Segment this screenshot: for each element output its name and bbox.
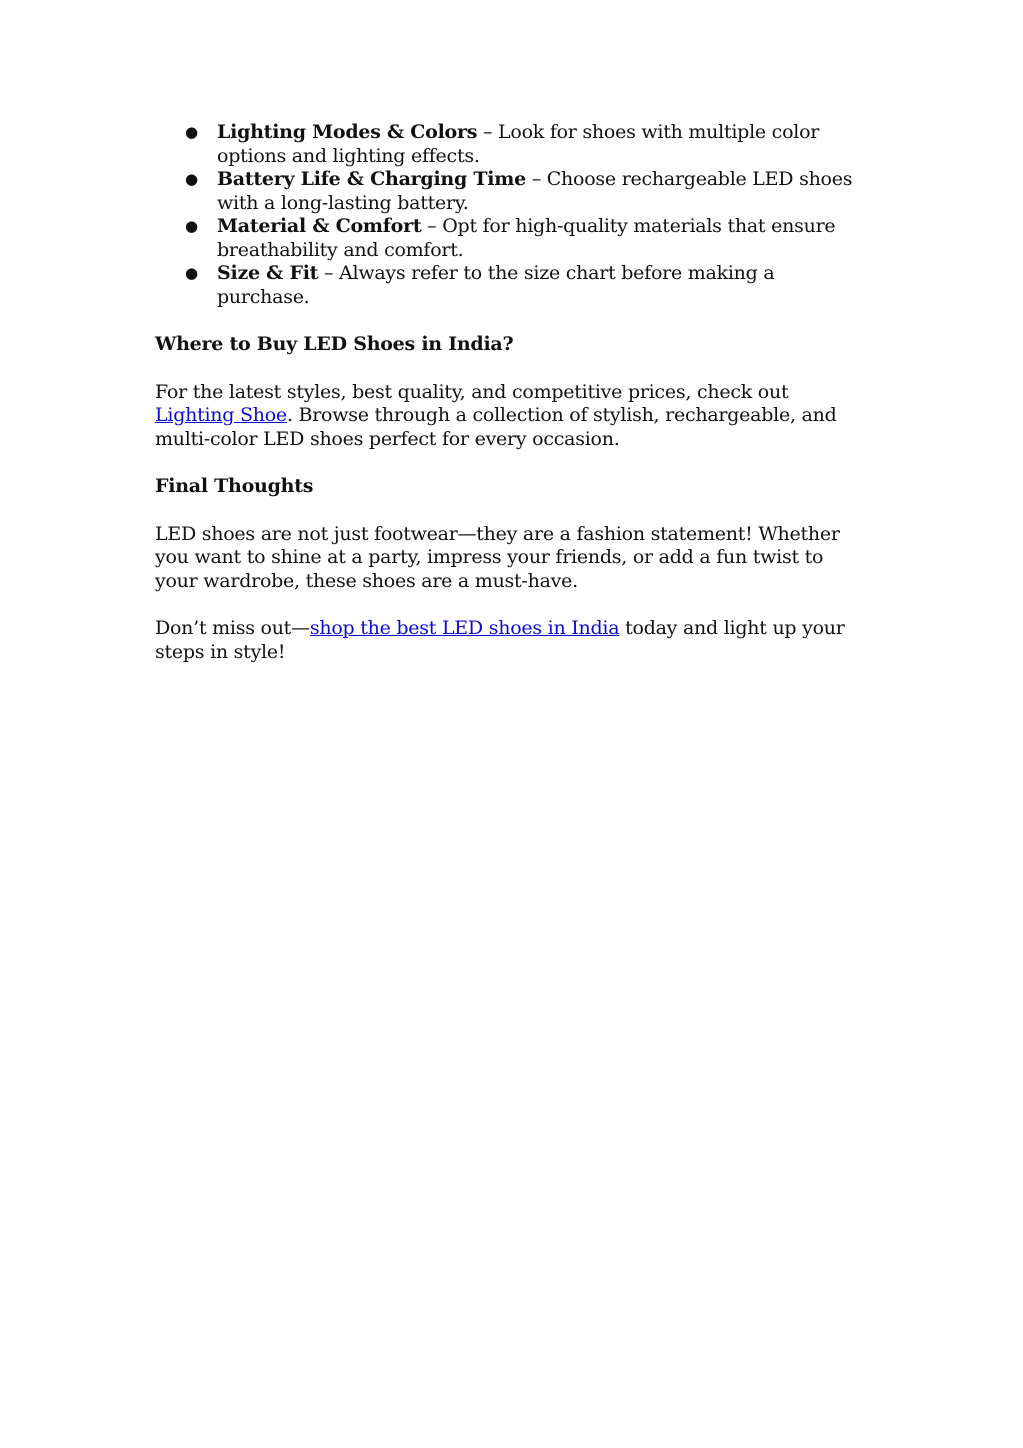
lighting-shoe-link[interactable]: Lighting Shoe [155,404,287,426]
feature-title: Battery Life & Charging Time [217,168,526,190]
feature-text: – Opt for high-quality materials that ensure breathability and comfort. [217,215,836,261]
where-to-buy-paragraph [155,381,855,452]
cta-text-before: Don’t miss out— [155,617,310,639]
list-item [155,121,855,168]
feature-text: – Look for shoes with multiple color options and lighting effects. [217,121,820,167]
feature-text: – Choose rechargeable LED shoes with a long-lasting battery. [217,168,853,214]
final-thoughts-paragraph: LED shoes are not just footwear—they are a fashion statement! Whether you want to shine at a party, impress your friends, or add a fun twist to your wardrobe, these shoes are a must-have. [155,522,840,592]
bullet-icon: ● [185,123,198,141]
where-to-buy-text-after: . Browse through a collection of stylish, rechargeable, and multi-color LED shoes perfect for every occasion. [155,404,837,450]
list-item [155,262,855,309]
list-item [155,168,855,215]
cta-text-after: today and light up your steps in style! [155,617,845,663]
feature-title: Size & Fit [217,262,319,284]
where-to-buy-text-before: For the latest styles, best quality, and competitive prices, check out [155,380,789,403]
feature-text: – Always refer to the size chart before making a purchase. [217,262,775,308]
feature-title: Lighting Modes & Colors [217,121,478,143]
bullet-icon: ● [185,217,198,235]
list-item [155,215,855,262]
bullet-icon: ● [185,264,198,282]
document-page [155,121,855,664]
features-list [155,121,855,309]
feature-title: Material & Comfort [217,215,422,237]
where-to-buy-heading: Where to Buy LED Shoes in India? [155,333,514,355]
shop-led-shoes-link[interactable]: shop the best LED shoes in India [309,617,620,639]
final-thoughts-heading: Final Thoughts [155,475,314,497]
bullet-icon: ● [185,170,198,188]
cta-paragraph [155,617,855,664]
